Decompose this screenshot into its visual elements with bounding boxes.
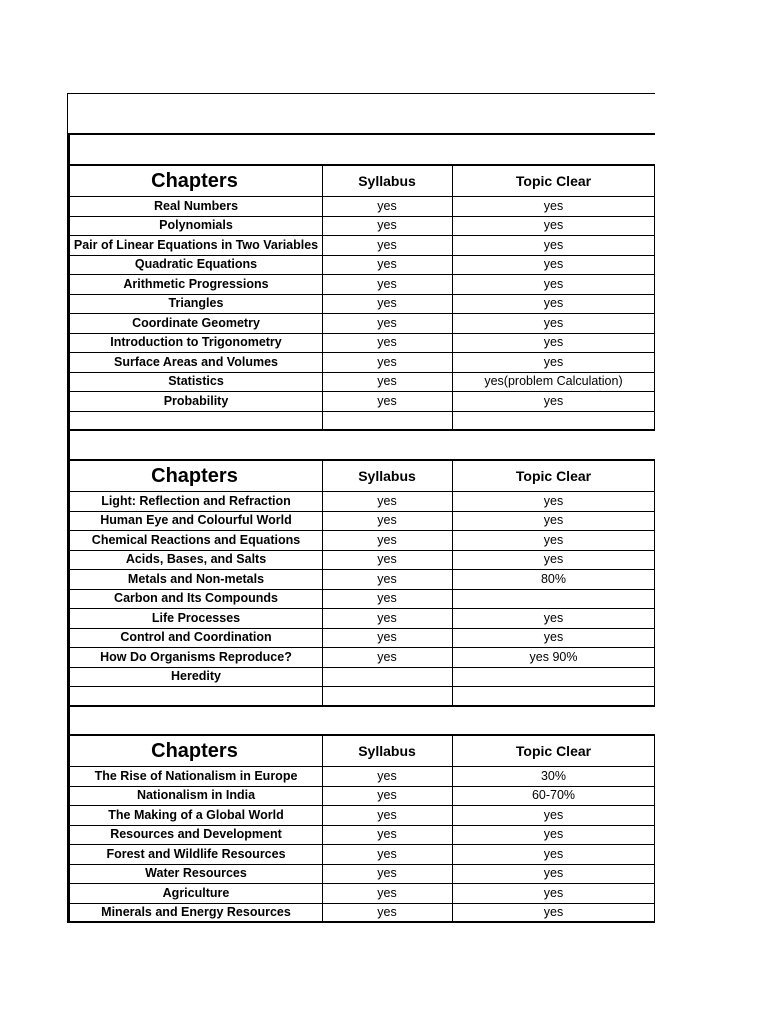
chapter-cell[interactable]: Life Processes [151, 610, 241, 625]
chapter-cell[interactable]: Minerals and Energy Resources [101, 905, 291, 919]
topic-clear-cell[interactable]: yes [543, 885, 564, 900]
col-divider-2 [452, 735, 453, 922]
chapter-cell[interactable]: The Making of a Global World [108, 807, 284, 822]
chapter-cell[interactable]: Statistics [168, 374, 224, 388]
section-bottom-border [67, 921, 655, 923]
topic-clear-cell[interactable]: yes [543, 354, 564, 369]
chapter-cell[interactable]: Pair of Linear Equations in Two Variables [73, 237, 319, 252]
chapter-cell[interactable]: Resources and Development [110, 827, 282, 841]
topic-clear-cell[interactable]: yes [543, 237, 564, 252]
col-divider-1 [322, 735, 323, 922]
syllabus-cell[interactable] [322, 411, 452, 431]
syllabus-cell[interactable]: yes [377, 532, 397, 547]
title-row-border [67, 133, 655, 135]
syllabus-cell[interactable] [322, 686, 452, 706]
syllabus-cell[interactable]: yes [377, 591, 397, 605]
chapter-cell[interactable]: Quadratic Equations [134, 257, 258, 271]
section-bottom-border [67, 705, 655, 707]
col-divider-1 [322, 460, 323, 706]
spreadsheet-table [67, 93, 655, 921]
column-header-topic-clear[interactable]: Topic Clear [515, 172, 592, 189]
chapter-cell[interactable]: Nationalism in India [136, 788, 256, 802]
topic-clear-cell[interactable]: 80% [540, 571, 567, 586]
syllabus-cell[interactable]: yes [377, 788, 397, 802]
topic-clear-cell[interactable]: yes [543, 552, 564, 566]
chapter-cell[interactable]: Agriculture [162, 885, 230, 900]
chapter-cell[interactable]: Probability [163, 393, 229, 408]
topic-clear-cell[interactable]: yes [543, 807, 564, 822]
chapter-cell[interactable]: Chemical Reactions and Equations [91, 532, 301, 547]
col-divider-1 [322, 165, 323, 430]
topic-clear-cell[interactable]: yes [543, 198, 564, 213]
syllabus-cell[interactable]: yes [377, 257, 397, 271]
topic-clear-cell[interactable]: yes [543, 257, 564, 271]
column-header-syllabus[interactable]: Syllabus [358, 742, 416, 759]
syllabus-cell[interactable]: yes [377, 807, 397, 822]
right-border [654, 460, 655, 706]
chapter-cell[interactable]: How Do Organisms Reproduce? [100, 649, 292, 664]
col-divider-2 [452, 460, 453, 706]
column-header-chapters[interactable]: Chapters [151, 739, 238, 762]
syllabus-cell[interactable]: yes [377, 827, 397, 841]
chapter-cell[interactable]: Triangles [168, 296, 224, 310]
chapter-cell[interactable] [70, 686, 322, 706]
chapter-cell[interactable]: Arithmetic Progressions [123, 276, 269, 291]
syllabus-cell[interactable]: yes [377, 846, 397, 861]
topic-clear-cell[interactable] [452, 411, 655, 431]
chapter-cell[interactable]: Polynomials [159, 218, 233, 232]
syllabus-cell[interactable]: yes [377, 218, 397, 232]
topic-clear-cell[interactable]: yes [543, 630, 564, 644]
syllabus-cell[interactable]: yes [377, 571, 397, 586]
topic-clear-cell[interactable]: yes [543, 532, 564, 547]
syllabus-cell[interactable]: yes [377, 905, 397, 919]
syllabus-cell[interactable]: yes [377, 552, 397, 566]
chapter-cell[interactable]: Introduction to Trigonometry [110, 335, 282, 349]
chapter-cell[interactable]: Human Eye and Colourful World [100, 513, 292, 527]
right-border [654, 165, 655, 430]
topic-clear-cell[interactable]: 30% [540, 768, 567, 783]
syllabus-cell[interactable]: yes [377, 296, 397, 310]
topic-clear-cell[interactable]: yes [543, 218, 564, 232]
syllabus-cell[interactable] [322, 667, 452, 687]
chapter-cell[interactable]: Coordinate Geometry [132, 315, 260, 330]
syllabus-cell[interactable]: yes [377, 374, 397, 388]
topic-clear-cell[interactable] [452, 686, 655, 706]
syllabus-cell[interactable]: yes [377, 610, 397, 625]
chapter-cell[interactable]: Forest and Wildlife Resources [106, 846, 286, 861]
syllabus-cell[interactable]: yes [377, 768, 397, 783]
topic-clear-cell[interactable]: yes 90% [529, 649, 578, 664]
chapter-cell[interactable]: Real Numbers [153, 198, 239, 213]
chapter-cell[interactable] [70, 411, 322, 431]
topic-clear-cell[interactable]: yes [543, 493, 564, 508]
syllabus-cell[interactable]: yes [377, 237, 397, 252]
syllabus-cell[interactable]: yes [377, 354, 397, 369]
left-border-top [67, 93, 68, 134]
topic-clear-cell[interactable]: yes [543, 335, 564, 349]
chapter-cell[interactable]: Metals and Non-metals [127, 571, 265, 586]
topic-clear-cell[interactable]: yes [543, 827, 564, 841]
topic-clear-cell[interactable]: yes [543, 513, 564, 527]
topic-clear-cell[interactable]: yes [543, 315, 564, 330]
chapter-cell[interactable]: Acids, Bases, and Salts [125, 552, 267, 566]
column-header-chapters[interactable]: Chapters [151, 169, 238, 192]
chapter-cell[interactable]: Carbon and Its Compounds [114, 591, 278, 605]
column-header-topic-clear[interactable]: Topic Clear [515, 467, 592, 484]
topic-clear-cell[interactable]: yes [543, 610, 564, 625]
topic-clear-cell[interactable]: yes [543, 393, 564, 408]
chapter-cell[interactable]: Light: Reflection and Refraction [101, 493, 291, 508]
syllabus-cell[interactable]: yes [377, 866, 397, 880]
syllabus-cell[interactable]: yes [377, 885, 397, 900]
column-header-syllabus[interactable]: Syllabus [358, 172, 416, 189]
topic-clear-cell[interactable] [452, 667, 655, 687]
topic-clear-cell[interactable]: 60-70% [531, 788, 576, 802]
syllabus-cell[interactable]: yes [377, 335, 397, 349]
col-divider-2 [452, 165, 453, 430]
right-border [654, 735, 655, 922]
topic-clear-cell[interactable]: yes [543, 905, 564, 919]
syllabus-cell[interactable]: yes [377, 513, 397, 527]
column-header-syllabus[interactable]: Syllabus [358, 467, 416, 484]
syllabus-cell[interactable]: yes [377, 649, 397, 664]
section-bottom-border [67, 429, 655, 431]
syllabus-cell[interactable]: yes [377, 493, 397, 508]
syllabus-cell[interactable]: yes [377, 393, 397, 408]
chapter-cell[interactable]: Surface Areas and Volumes [114, 354, 278, 369]
syllabus-cell[interactable]: yes [377, 198, 397, 213]
topic-clear-cell[interactable]: yes [543, 846, 564, 861]
chapter-cell[interactable]: Water Resources [145, 866, 247, 880]
syllabus-cell[interactable]: yes [377, 630, 397, 644]
chapter-cell[interactable]: Control and Coordination [120, 630, 272, 644]
chapter-cell[interactable]: The Rise of Nationalism in Europe [94, 768, 298, 783]
column-header-chapters[interactable]: Chapters [151, 464, 238, 487]
topic-clear-cell[interactable]: yes [543, 276, 564, 291]
topic-clear-cell[interactable]: yes(problem Calculation) [484, 374, 623, 388]
column-header-topic-clear[interactable]: Topic Clear [515, 742, 592, 759]
topic-clear-cell[interactable]: yes [543, 866, 564, 880]
syllabus-cell[interactable]: yes [377, 276, 397, 291]
chapter-cell[interactable]: Heredity [170, 669, 222, 683]
syllabus-cell[interactable]: yes [377, 315, 397, 330]
top-border [67, 93, 655, 94]
topic-clear-cell[interactable]: yes [543, 296, 564, 310]
topic-clear-cell[interactable] [452, 589, 655, 609]
